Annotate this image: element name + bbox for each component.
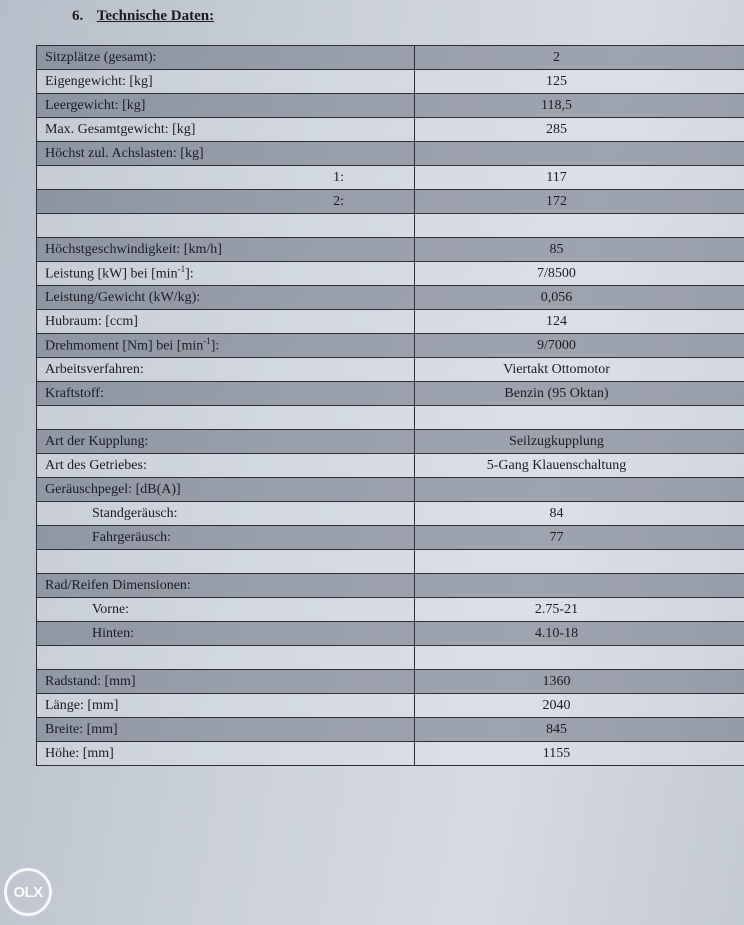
- row-value: 172: [415, 190, 744, 214]
- row-label: Eigengewicht: [kg]: [37, 70, 415, 94]
- table-row: [37, 214, 744, 238]
- row-value: Benzin (95 Oktan): [415, 382, 744, 406]
- row-label: Arbeitsverfahren:: [37, 358, 415, 382]
- row-value: 4.10-18: [415, 622, 744, 646]
- row-value: 84: [415, 502, 744, 526]
- table-row: [37, 646, 744, 670]
- table-row: [37, 502, 744, 526]
- section-title: Technische Daten:: [96, 8, 215, 24]
- table-row: [37, 622, 744, 646]
- row-label: Art des Getriebes:: [37, 454, 415, 478]
- row-value: [415, 550, 744, 574]
- row-label: [37, 406, 415, 430]
- row-value: 845: [415, 718, 744, 742]
- section-heading: [72, 8, 214, 25]
- table-row: [37, 190, 744, 214]
- row-value: 1360: [415, 670, 744, 694]
- row-label: Höchst zul. Achslasten: [kg]: [37, 142, 415, 166]
- table-row: [37, 718, 744, 742]
- row-label: [37, 550, 415, 574]
- row-value: 9/7000: [415, 334, 744, 358]
- row-label: Leistung [kW] bei $[\min^{-1}]$:: [37, 262, 415, 286]
- table-row: [37, 46, 744, 70]
- row-value: [415, 214, 744, 238]
- row-value: 2040: [415, 694, 744, 718]
- table-row: [37, 430, 744, 454]
- table-row: [37, 574, 744, 598]
- row-value: 2: [415, 46, 744, 70]
- row-value: [415, 142, 744, 166]
- row-label: [37, 214, 415, 238]
- row-label: [37, 646, 415, 670]
- row-value: Seilzugkupplung: [415, 430, 744, 454]
- row-value: [415, 646, 744, 670]
- table-row: [37, 598, 744, 622]
- row-value: 85: [415, 238, 744, 262]
- row-value: [415, 478, 744, 502]
- table-row: [37, 70, 744, 94]
- row-label: Hubraum: [ccm]: [37, 310, 415, 334]
- row-value: 124: [415, 310, 744, 334]
- row-value: 118,5: [415, 94, 744, 118]
- row-value: 7/8500: [415, 262, 744, 286]
- row-label: Vorne:: [37, 598, 415, 622]
- watermark-text: OLX: [13, 883, 43, 901]
- table-row: [37, 550, 744, 574]
- row-label: Max. Gesamtgewicht: [kg]: [37, 118, 415, 142]
- olx-logo: [4, 868, 52, 916]
- tech-data-table: [36, 45, 744, 766]
- table-row: [37, 478, 744, 502]
- row-label: Leistung/Gewicht (kW/kg):: [37, 286, 415, 310]
- row-label: Kraftstoff:: [37, 382, 415, 406]
- row-value: [415, 574, 744, 598]
- row-label: 1:: [37, 166, 415, 190]
- row-label: Geräuschpegel: [dB(A)]: [37, 478, 415, 502]
- row-label: Standgeräusch:: [37, 502, 415, 526]
- row-value: 125: [415, 70, 744, 94]
- row-label: Art der Kupplung:: [37, 430, 415, 454]
- row-label: 2:: [37, 190, 415, 214]
- section-number: 6.: [72, 8, 84, 24]
- table-row: [37, 142, 744, 166]
- table-row: [37, 262, 744, 286]
- row-value: 0,056: [415, 286, 744, 310]
- table-row: [37, 382, 744, 406]
- row-label: Höchstgeschwindigkeit: [km/h]: [37, 238, 415, 262]
- table-row: [37, 118, 744, 142]
- row-value: 2.75-21: [415, 598, 744, 622]
- row-value: 117: [415, 166, 744, 190]
- table-row: [37, 310, 744, 334]
- row-value: 1155: [415, 742, 744, 766]
- row-label: Sitzplätze (gesamt):: [37, 46, 415, 70]
- row-label: Rad/Reifen Dimensionen:: [37, 574, 415, 598]
- row-label: Radstand: [mm]: [37, 670, 415, 694]
- row-label: Fahrgeräusch:: [37, 526, 415, 550]
- table-row: [37, 526, 744, 550]
- row-label: Leergewicht: [kg]: [37, 94, 415, 118]
- table-row: [37, 238, 744, 262]
- table-row: [37, 286, 744, 310]
- table-row: [37, 670, 744, 694]
- table-row: [37, 334, 744, 358]
- row-label: Breite: [mm]: [37, 718, 415, 742]
- row-value: 285: [415, 118, 744, 142]
- row-label: Länge: [mm]: [37, 694, 415, 718]
- row-value: Viertakt Ottomotor: [415, 358, 744, 382]
- row-value: 5-Gang Klauenschaltung: [415, 454, 744, 478]
- table-row: [37, 358, 744, 382]
- table-row: [37, 694, 744, 718]
- row-value: 77: [415, 526, 744, 550]
- table-row: [37, 742, 744, 766]
- row-label: Hinten:: [37, 622, 415, 646]
- row-label: Höhe: [mm]: [37, 742, 415, 766]
- table-row: [37, 406, 744, 430]
- row-value: [415, 406, 744, 430]
- row-label: Drehmoment [Nm] bei $[\min^{-1}]$:: [37, 334, 415, 358]
- table-row: [37, 454, 744, 478]
- table-row: [37, 166, 744, 190]
- table-row: [37, 94, 744, 118]
